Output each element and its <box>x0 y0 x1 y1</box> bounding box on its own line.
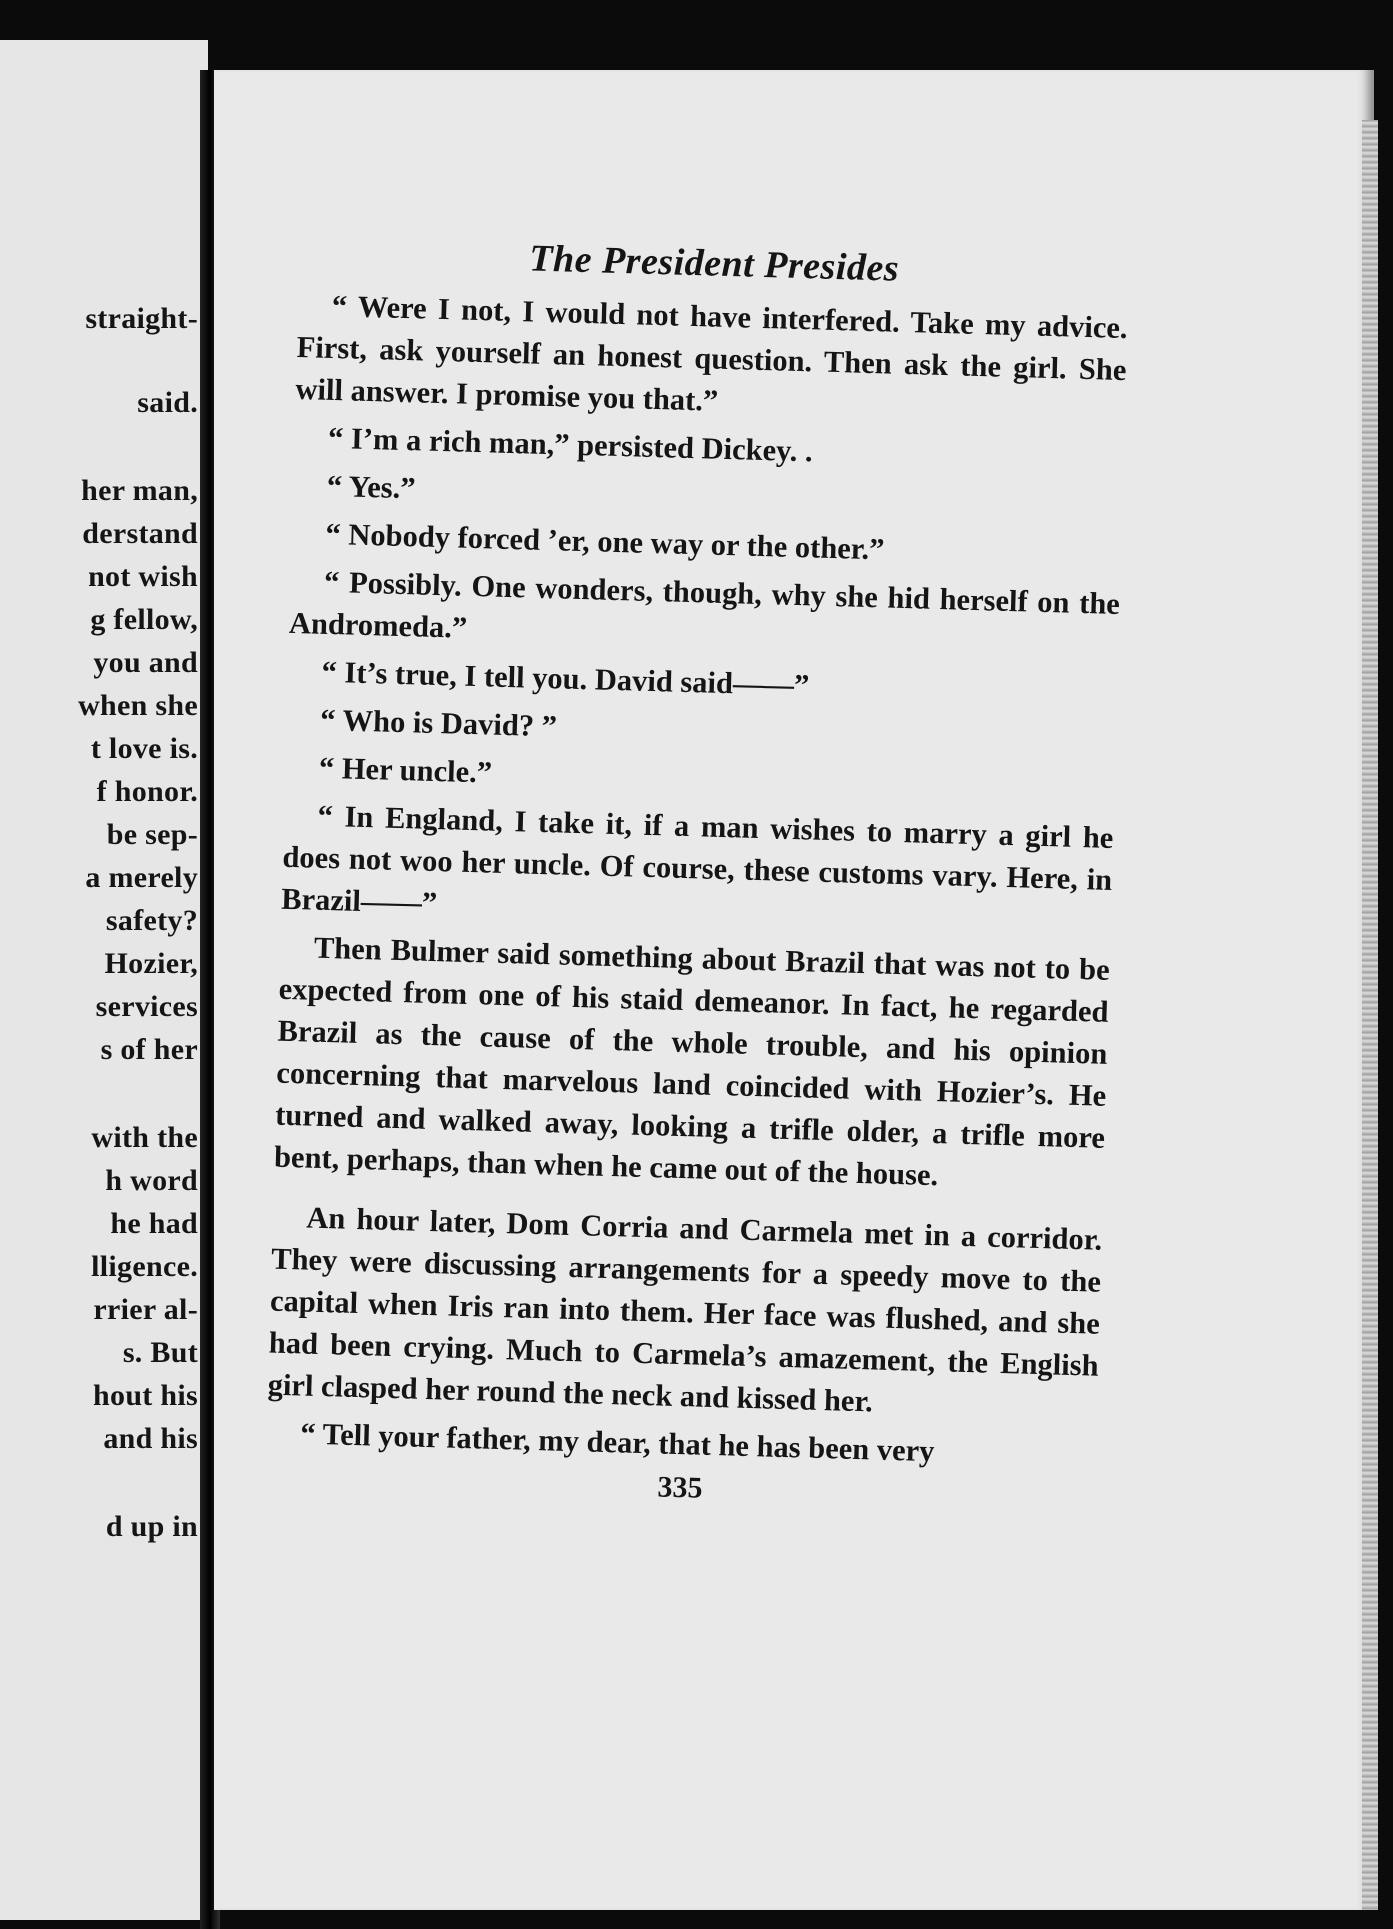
left-line: when she <box>78 689 198 722</box>
page-number: 335 <box>657 1470 703 1505</box>
left-line: straight- <box>85 302 198 335</box>
paragraph: “ Who is David? ” <box>319 702 558 744</box>
paragraph: “ Tell your father, my dear, that he has been very <box>299 1416 935 1469</box>
paragraph: “ Were I not, I would not have interfered. Take my advice. First, ask yourself an honest question. Then ask the girl. She will answer. I promise you that.” <box>295 288 1129 418</box>
page-text-block <box>265 230 1130 1517</box>
paragraph: “ I’m a rich man,” persisted Dickey. . <box>327 420 814 469</box>
left-line: rrier al- <box>93 1293 198 1326</box>
left-line: not wish <box>88 560 198 593</box>
left-line: h word <box>105 1164 198 1197</box>
left-line: s of her <box>100 1033 198 1066</box>
paragraph: An hour later, Dom Corria and Carmela met in a corridor. They were discussing arrangements for a speedy move to the capital when Iris ran into them. Her face was flushed, and she had been crying. Much to Carmela’s amazement, the English girl clasped her round the neck and kissed her. <box>267 1200 1103 1419</box>
paragraph: “ It’s true, I tell you. David said——” <box>321 654 810 703</box>
left-line: he had <box>110 1207 198 1240</box>
left-line: g fellow, <box>90 603 198 636</box>
left-line: derstand <box>82 517 198 550</box>
left-line: safety? <box>105 904 198 937</box>
left-line: you and <box>93 646 198 679</box>
paragraph: “ Yes.” <box>326 468 416 506</box>
running-head: The President Presides <box>528 237 900 290</box>
left-line: t love is. <box>90 732 198 765</box>
left-line: her man, <box>81 474 198 507</box>
paragraph: “ Possibly. One wonders, though, why she hid herself on the Andromeda.” <box>288 564 1121 645</box>
left-line: with the <box>91 1121 198 1154</box>
paragraph: “ In England, I take it, if a man wishes to marry a girl he does not woo her uncle. Of course, these customs vary. Here, in Brazil——” <box>280 798 1114 921</box>
left-line: and his <box>103 1422 198 1455</box>
left-line: services <box>95 990 198 1023</box>
left-line: s. But <box>122 1336 198 1369</box>
left-line: Hozier, <box>104 947 198 980</box>
paragraph: Then Bulmer said something about Brazil that was not to be expected from one of his staid demeanor. In fact, he regarded Brazil as the cause of the whole trouble, and his opinion concerning that marvelous land coincided with Hozier’s. He turned and walked away, looking a trifle older, a trifle more bent, perhaps, than when he came out of the house. <box>273 930 1111 1193</box>
left-line: a merely <box>85 861 198 894</box>
paragraph: “ Her uncle.” <box>318 750 493 790</box>
left-line: d up in <box>105 1510 198 1543</box>
paragraph: “ Nobody forced ’er, one way or the other.” <box>325 516 885 567</box>
left-line: hout his <box>93 1379 198 1412</box>
left-line: lligence. <box>91 1250 198 1283</box>
page-edge <box>1362 120 1378 1910</box>
left-line: be sep- <box>106 818 198 851</box>
left-line: said. <box>137 386 198 419</box>
left-page-fragment <box>0 40 208 1920</box>
left-line: f honor. <box>96 775 198 808</box>
